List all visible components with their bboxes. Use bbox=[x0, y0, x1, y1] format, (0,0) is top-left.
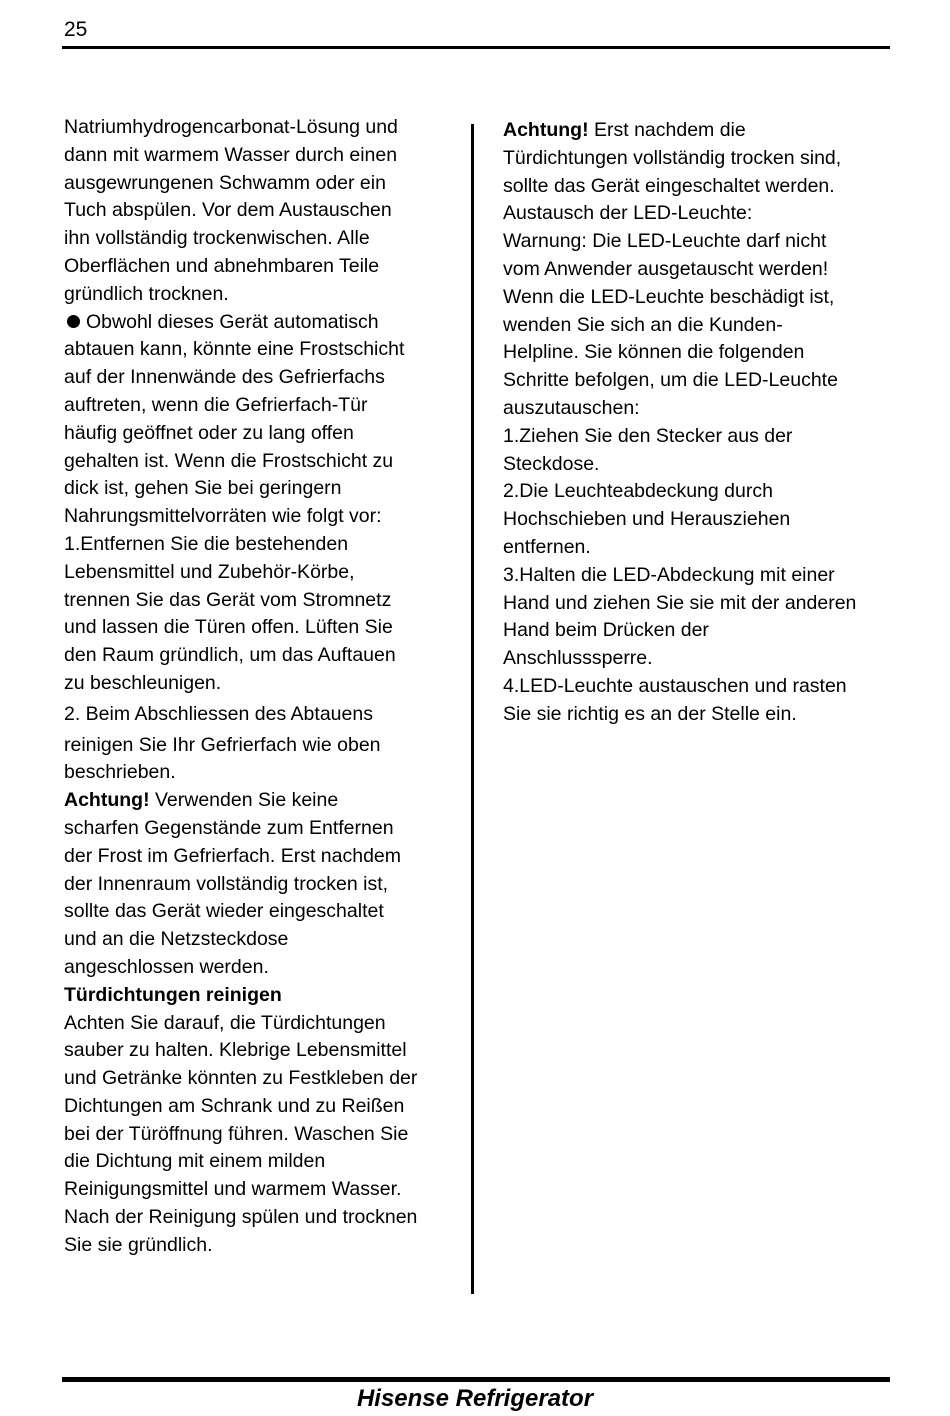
text-line: Hand beim Drücken der bbox=[503, 619, 709, 642]
text-line: gehalten ist. Wenn die Frostschicht zu bbox=[64, 449, 394, 472]
text-line: 4.LED-Leuchte austauschen und rasten bbox=[503, 674, 847, 697]
header-rule bbox=[62, 46, 890, 49]
warning-line bbox=[503, 117, 895, 145]
text-line: Nahrungsmittelvorräten wie folgt vor: bbox=[64, 505, 382, 528]
text-line: häufig geöffnet oder zu lang offen bbox=[64, 421, 354, 444]
left-column bbox=[64, 114, 456, 1260]
text-line: Tuch abspülen. Vor dem Austauschen bbox=[64, 199, 392, 222]
text-line: Austausch der LED-Leuchte: bbox=[503, 202, 753, 225]
text-line: Türdichtungen vollständig trocken sind, bbox=[503, 146, 842, 169]
text-line: trennen Sie das Gerät vom Stromnetz bbox=[64, 588, 392, 611]
bullet-text: Obwohl dieses Gerät automatisch bbox=[86, 310, 379, 333]
warning-text: Verwenden Sie keine bbox=[149, 789, 339, 812]
footer-rule bbox=[62, 1377, 890, 1382]
text-line: Nach der Reinigung spülen und trocknen bbox=[64, 1206, 418, 1229]
text-line: sollte das Gerät wieder eingeschaltet bbox=[64, 900, 384, 923]
text-line: 1.Ziehen Sie den Stecker aus der bbox=[503, 424, 793, 447]
text-line: dick ist, gehen Sie bei geringern bbox=[64, 477, 342, 500]
text-line: Helpline. Sie können die folgenden bbox=[503, 341, 805, 364]
text-line: Natriumhydrogencarbonat-Lösung und bbox=[64, 116, 398, 138]
text-line: 3.Halten die LED-Abdeckung mit einer bbox=[503, 563, 835, 586]
column-divider bbox=[471, 124, 474, 1294]
text-line: den Raum gründlich, um das Auftauen bbox=[64, 644, 396, 667]
text-line: der Innenraum vollständig trocken ist, bbox=[64, 872, 389, 895]
text-line: 1.Entfernen Sie die bestehenden bbox=[64, 532, 349, 555]
text-line: der Frost im Gefrierfach. Erst nachdem bbox=[64, 844, 402, 867]
text-line: 2.Die Leuchteabdeckung durch bbox=[503, 480, 773, 503]
warning-label: Achtung! bbox=[64, 789, 150, 812]
text-line: scharfen Gegenstände zum Entfernen bbox=[64, 816, 394, 839]
text-line: bei der Türöffnung führen. Waschen Sie bbox=[64, 1122, 409, 1145]
text-line: die Dichtung mit einem milden bbox=[64, 1150, 326, 1173]
text-line: auf der Innenwände des Gefrierfachs bbox=[64, 366, 385, 389]
text-line: gründlich trocknen. bbox=[64, 282, 229, 305]
text-line: Schritte befolgen, um die LED-Leuchte bbox=[503, 369, 838, 392]
text-line: und an die Netzsteckdose bbox=[64, 928, 289, 951]
text-line: Hand und ziehen Sie sie mit der anderen bbox=[503, 591, 857, 614]
page-number: 25 bbox=[64, 18, 88, 41]
text-line: angeschlossen werden. bbox=[64, 955, 269, 978]
footer-brand: Hisense Refrigerator bbox=[356, 1385, 594, 1412]
section-heading: Türdichtungen reinigen bbox=[64, 983, 282, 1006]
text-line: auszutauschen: bbox=[503, 396, 640, 419]
text-line: zu beschleunigen. bbox=[64, 671, 222, 694]
text-line: Oberflächen und abnehmbaren Teile bbox=[64, 254, 380, 277]
text-line: Reinigungsmittel und warmem Wasser. bbox=[64, 1178, 402, 1201]
text-line: entfernen. bbox=[503, 535, 591, 558]
bullet-item bbox=[64, 309, 456, 337]
right-column bbox=[503, 117, 895, 729]
warning-text: Erst nachdem die bbox=[588, 119, 746, 141]
text-line: Achten Sie darauf, die Türdichtungen bbox=[64, 1011, 386, 1034]
text-line: abtauen kann, könnte eine Frostschicht bbox=[64, 338, 405, 361]
text-line: sauber zu halten. Klebrige Lebensmittel bbox=[64, 1039, 407, 1062]
text-line: Lebensmittel und Zubehör-Körbe, bbox=[64, 560, 355, 583]
warning-line bbox=[64, 787, 456, 815]
text-line: wenden Sie sich an die Kunden- bbox=[503, 313, 783, 336]
text-line: und lassen die Türen offen. Lüften Sie bbox=[64, 616, 393, 639]
text-line: beschrieben. bbox=[64, 761, 176, 784]
text-line: auftreten, wenn die Gefrierfach-Tür bbox=[64, 393, 368, 416]
text-line: Dichtungen am Schrank und zu Reißen bbox=[64, 1094, 405, 1117]
text-line: Sie sie gründlich. bbox=[64, 1233, 213, 1256]
warning-label: Achtung! bbox=[503, 119, 589, 141]
text-line: Sie sie richtig es an der Stelle ein. bbox=[503, 702, 797, 725]
bullet-icon bbox=[67, 315, 80, 328]
text-line: ihn vollständig trockenwischen. Alle bbox=[64, 227, 370, 250]
text-line: sollte das Gerät eingeschaltet werden. bbox=[503, 174, 835, 197]
text-line: vom Anwender ausgetauscht werden! bbox=[503, 257, 829, 280]
text-line: und Getränke könnten zu Festkleben der bbox=[64, 1067, 418, 1090]
text-line: reinigen Sie Ihr Gefrierfach wie oben bbox=[64, 733, 381, 756]
text-line: Warnung: Die LED-Leuchte darf nicht bbox=[503, 230, 827, 253]
text-line: ausgewrungenen Schwamm oder ein bbox=[64, 171, 386, 194]
text-line: Hochschieben und Herausziehen bbox=[503, 508, 791, 531]
text-line: Wenn die LED-Leuchte beschädigt ist, bbox=[503, 285, 835, 308]
text-line: 2. Beim Abschliessen des Abtauens bbox=[64, 702, 373, 725]
text-line: Anschlusssperre. bbox=[503, 647, 653, 670]
text-line: dann mit warmem Wasser durch einen bbox=[64, 143, 398, 166]
text-line: Steckdose. bbox=[503, 452, 600, 475]
